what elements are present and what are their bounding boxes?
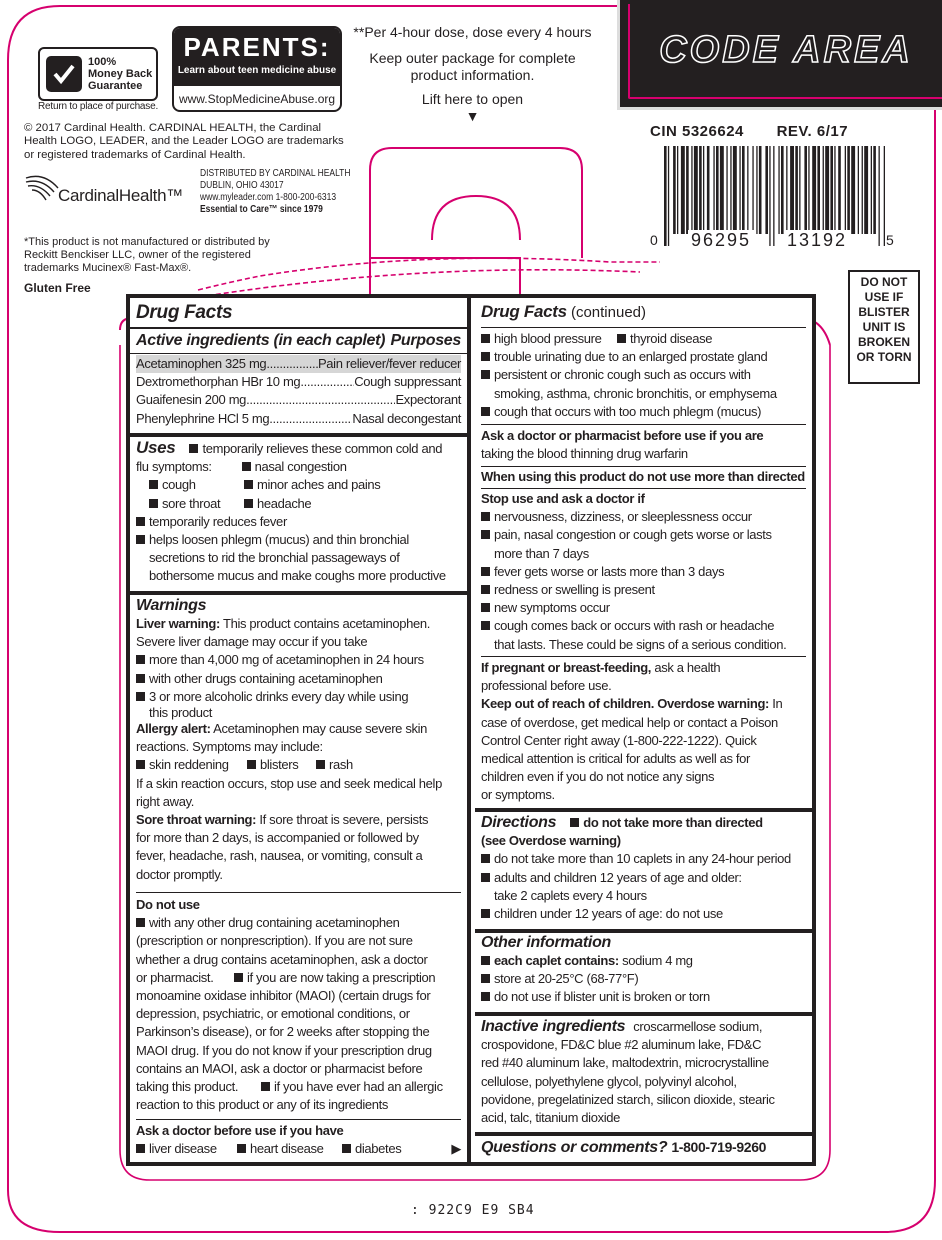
warning-item: high blood pressure: [494, 331, 602, 346]
directions-item: do not take more than 10 caplets in any 24-hour period: [494, 851, 791, 867]
cin-number: [650, 123, 848, 140]
warning-item: nervousness, dizziness, or sleeplessness occur: [494, 509, 752, 525]
barcode-bar: [713, 146, 714, 234]
warning-item: persistent or chronic cough such as occurs with: [494, 367, 751, 383]
barcode-bar: [752, 146, 753, 234]
warning-item: diabetes: [355, 1141, 402, 1157]
warning-text: Control Center right away (1-800-222-1222). Quick: [481, 732, 757, 748]
barcode-bar: [765, 146, 768, 234]
checkmark-icon: [46, 56, 82, 92]
warning-item: cough that occurs with too much phlegm (mucus): [494, 403, 762, 419]
warning-text: that lasts. These could be signs of a serious condition.: [494, 636, 787, 652]
active-ingredient-row: [136, 391, 461, 409]
barcode-bar: [879, 146, 880, 246]
warning-item: heart disease: [250, 1141, 324, 1157]
money-back-guarantee-badge: [38, 47, 158, 101]
inactive-text: povidone, pregelatinized starch, silicon dioxide, stearic: [481, 1091, 775, 1107]
inactive-ingredients-section: [481, 1018, 806, 1127]
uses-item: helps loosen phlegm (mucus) and thin bronchial: [149, 532, 409, 548]
barcode-bar: [742, 146, 745, 234]
questions-section: [481, 1138, 806, 1157]
directions-section: [481, 814, 806, 923]
barcode-bar: [664, 146, 667, 246]
ingredient-purpose: Pain reliever/fever reducer: [317, 356, 461, 371]
warning-item: with other drugs containing acetaminophen: [149, 670, 383, 686]
barcode-bar: [756, 146, 757, 234]
warning-text: Acetaminophen may cause severe skin: [210, 721, 428, 737]
warning-item: blisters: [260, 757, 299, 773]
warning-text: ask a health: [651, 660, 721, 675]
upc-group-1: 96295: [688, 230, 754, 251]
do-not-use-section: [136, 896, 461, 1114]
warning-text: smoking, asthma, chronic bronchitis, or emphysema: [494, 385, 777, 401]
uses-item: cough: [162, 477, 196, 493]
barcode-bar: [871, 146, 872, 234]
barcode-bar: [730, 146, 731, 234]
other-info-label: each caplet contains:: [494, 953, 619, 968]
drug-facts-right-column: [475, 298, 812, 1162]
warning-text: In: [769, 696, 783, 712]
barcode-bar: [720, 146, 724, 234]
other-information-header: Other information: [481, 934, 612, 951]
barcode-bar: [668, 146, 669, 246]
uses-text: bothersome mucus and make coughs more productive: [149, 568, 446, 584]
barcode-bar: [851, 146, 855, 234]
warning-text: fever, headache, rash, nausea, or vomiting, consult a: [136, 848, 423, 864]
warning-text: or symptoms.: [481, 787, 555, 803]
warning-item: trouble urinating due to an enlarged prostate gland: [494, 349, 768, 365]
gluten-free-label: Gluten Free: [24, 281, 91, 295]
directions-text: (see Overdose warning): [481, 833, 621, 849]
barcode-bar: [759, 146, 762, 234]
barcode-bar: [707, 146, 710, 234]
active-ingredient-row: [136, 355, 461, 373]
barcode-bar: [838, 146, 841, 234]
warning-item: if you have ever had an allergic: [274, 1079, 443, 1095]
warning-item: new symptoms occur: [494, 600, 610, 616]
ingredient-purpose: Nasal decongestant: [352, 410, 461, 426]
warning-text: case of overdose, get medical help or contact a Poison: [481, 714, 778, 730]
code-area-box: [617, 0, 942, 110]
inactive-text: cellulose, polyethylene glycol, polyvinyl alcohol,: [481, 1073, 737, 1089]
warning-text: reaction to this product or any of its ingredients: [136, 1097, 389, 1113]
warning-item: if you are now taking a prescription: [247, 969, 436, 985]
dnu-line: USE IF: [864, 290, 904, 304]
upc-right-digit: 5: [886, 232, 894, 248]
dnu-line: BLISTER: [858, 305, 910, 319]
lift-to-open-label: Lift here to open: [421, 91, 524, 107]
barcode-bar: [733, 146, 737, 234]
dnu-line: UNIT IS: [862, 320, 906, 334]
uses-header: Uses: [136, 438, 176, 457]
warning-text: monoamine oxidase inhibitor (MAOI) (certain drugs for: [136, 988, 431, 1004]
distributor-city: DUBLIN, OHIO 43017: [200, 180, 284, 191]
active-ingredient-row: [136, 410, 461, 428]
ingredient-purpose: Cough suppressant: [354, 374, 461, 390]
parents-url: www.StopMedicineAbuse.org: [178, 92, 336, 106]
ask-doctor-label: Ask a doctor before use if you have: [136, 1123, 344, 1138]
warnings-header: Warnings: [136, 597, 207, 614]
do-not-use-warning-box: [848, 270, 920, 384]
dnu-line: OR TORN: [856, 350, 912, 364]
warning-text: this product: [149, 705, 213, 721]
ask-doctor-section: [136, 1122, 461, 1158]
warning-item: thyroid disease: [630, 331, 713, 346]
warning-item: skin reddening: [149, 757, 229, 773]
sore-throat-label: Sore throat warning:: [136, 812, 257, 828]
warning-item: fever gets worse or lasts more than 3 days: [494, 563, 725, 579]
warning-text: children even if you do not notice any signs: [481, 769, 715, 785]
stop-use-section: [481, 490, 806, 654]
ingredient-name: Dextromethorphan HBr 10 mg: [136, 374, 301, 390]
other-information-section: [481, 934, 806, 1007]
warning-text: Severe liver damage may occur if you take: [136, 634, 368, 650]
guarantee-line-1: 100%: [88, 56, 117, 68]
distributor-contact: www.myleader.com 1-800-200-6313: [200, 192, 337, 203]
parents-title: PARENTS:: [183, 32, 331, 62]
pregnancy-label: If pregnant or breast-feeding,: [481, 660, 652, 675]
barcode-bar: [864, 146, 868, 234]
note-line: Reckitt Benckiser LLC, owner of the registered: [24, 249, 251, 261]
barcode-bar: [703, 146, 704, 234]
guarantee-line-3: Guarantee: [88, 80, 143, 92]
barcode-bar: [834, 146, 835, 234]
barcode-bar: [681, 146, 685, 234]
note-line: trademarks Mucinex® Fast-Max®.: [24, 262, 192, 274]
other-info-item: do not use if blister unit is broken or torn: [494, 989, 710, 1005]
barcode-bar: [747, 146, 748, 234]
warning-text: right away.: [136, 793, 195, 809]
inactive-text: acid, talc, titanium dioxide: [481, 1110, 621, 1126]
cin-label: CIN 5326624: [650, 123, 744, 140]
active-ingredient-row: [136, 373, 461, 391]
distributor-block: [200, 168, 351, 216]
questions-header: Questions or comments?: [481, 1139, 668, 1156]
warning-item: liver disease: [149, 1141, 217, 1157]
uses-item: sore throat: [162, 495, 221, 511]
barcode-bar: [739, 146, 740, 234]
barcode-bar: [823, 146, 824, 234]
drug-facts-title: Drug Facts: [136, 302, 233, 323]
barcode-bar: [808, 146, 809, 234]
warning-text: more than 7 days: [494, 545, 589, 561]
when-using-label: When using this product do not use more than directed: [481, 469, 805, 484]
barcode-bar: [769, 146, 770, 246]
warning-text: contains an MAOI, ask a doctor or pharmacist before: [136, 1060, 423, 1076]
upc-left-digit: 0: [650, 232, 658, 248]
barcode-bar: [858, 146, 859, 234]
warning-text: If sore throat is severe, persists: [256, 812, 429, 828]
ask-doctor-continued: [481, 330, 806, 421]
ingredient-name: Guaifenesin 200 mg: [136, 392, 247, 408]
dose-note: **Per 4-hour dose, dose every 4 hours: [353, 24, 592, 40]
uses-section: [136, 439, 461, 586]
warning-item: rash: [329, 757, 353, 773]
uses-text: secretions to rid the bronchial passageways of: [149, 550, 400, 566]
warning-text: reactions. Symptoms may include:: [136, 739, 323, 755]
ingredient-purpose: Expectorant: [395, 392, 461, 408]
warning-text: for more than 2 days, is accompanied or followed by: [136, 830, 419, 846]
questions-phone: 1-800-719-9260: [671, 1139, 767, 1155]
warning-text: MAOI drug. If you do not know if your prescription drug: [136, 1042, 432, 1058]
note-line: *This product is not manufactured or distributed by: [24, 236, 270, 248]
directions-text: take 2 caplets every 4 hours: [494, 887, 647, 903]
inactive-text: crospovidone, FD&C blue #2 aluminum lake, FD&C: [481, 1037, 762, 1053]
ask-pharmacist-label: Ask a doctor or pharmacist before use if you are: [481, 428, 764, 443]
keep-package-note-2: product information.: [410, 67, 535, 83]
uses-item: minor aches and pains: [257, 477, 381, 493]
drug-facts-panel: [126, 294, 816, 1166]
drug-facts-left-column: [130, 298, 471, 1162]
copyright-text: © 2017 Cardinal Health. CARDINAL HEALTH, the Cardinal Health LOGO, LEADER, and the Leader LOGO are trademarks or registered trademarks of Cardinal Health.: [24, 122, 344, 161]
continued-label: (continued): [566, 304, 647, 321]
down-arrow-icon: ▼: [465, 108, 480, 124]
lot-code: : 922C9 E9 SB4: [411, 1203, 535, 1218]
warning-item: pain, nasal congestion or cough gets worse or lasts: [494, 527, 772, 543]
warning-text: depression, psychiatric, or emotional conditions, or: [136, 1006, 410, 1022]
warning-item: cough comes back or occurs with rash or headache: [494, 618, 775, 634]
barcode-bar: [694, 146, 698, 234]
barcode-bar: [790, 146, 794, 234]
not-manufactured-note: [24, 236, 270, 275]
revision-label: REV. 6/17: [776, 123, 849, 140]
ingredient-name: Acetaminophen 325 mg: [136, 356, 267, 371]
liver-warning-label: Liver warning:: [136, 616, 220, 631]
barcode-bar: [699, 146, 702, 234]
warning-item: redness or swelling is present: [494, 582, 655, 598]
barcode-bar: [716, 146, 719, 234]
open-instructions: [350, 24, 595, 125]
warning-text: professional before use.: [481, 678, 612, 694]
warning-text: doctor promptly.: [136, 866, 223, 882]
upc-barcode: [650, 146, 894, 258]
barcode-bar: [812, 146, 816, 234]
uses-text: temporarily relieves these common cold and: [202, 441, 443, 456]
dnu-line: DO NOT: [860, 275, 908, 289]
barcode-bar: [884, 146, 885, 246]
barcode-bar: [862, 146, 863, 234]
barcode-bar: [873, 146, 876, 234]
keep-package-note: Keep outer package for complete: [369, 50, 576, 66]
stop-use-label: Stop use and ask a doctor if: [481, 491, 645, 506]
parents-badge: [172, 26, 342, 112]
uses-item: nasal congestion: [254, 459, 347, 475]
inactive-text: croscarmellose sodium,: [633, 1019, 763, 1034]
dnu-line: BROKEN: [857, 335, 910, 349]
warning-text: taking this product.: [136, 1079, 239, 1095]
barcode-bar: [799, 146, 800, 234]
warning-item: 3 or more alcoholic drinks every day while using: [149, 688, 409, 704]
barcode-bar: [817, 146, 820, 234]
distributor-line: DISTRIBUTED BY CARDINAL HEALTH: [200, 168, 351, 179]
distributor-tagline: Essential to Care™ since 1979: [200, 204, 323, 215]
directions-item: children under 12 years of age: do not use: [494, 906, 723, 922]
barcode-bar: [804, 146, 807, 234]
drug-facts-continued-title: Drug Facts: [481, 302, 567, 321]
barcode-bar: [786, 146, 787, 234]
brand-name: CardinalHealth™: [58, 186, 183, 205]
inactive-text: red #40 aluminum lake, maltodextrin, microcrystalline: [481, 1055, 769, 1071]
active-ingredients-header: [136, 332, 461, 350]
barcode-bar: [726, 146, 727, 234]
barcode-bar: [830, 146, 833, 234]
directions-header: Directions: [481, 814, 557, 831]
directions-item: do not take more than directed: [583, 815, 763, 830]
barcode-bar: [825, 146, 829, 234]
barcode-bar: [691, 146, 692, 234]
warning-text: This product contains acetaminophen.: [219, 616, 431, 631]
ingredient-name: Phenylephrine HCl 5 mg: [136, 410, 270, 426]
warning-text: taking the blood thinning drug warfarin: [481, 446, 688, 462]
inactive-ingredients-header: Inactive ingredients: [481, 1018, 626, 1035]
warning-item: more than 4,000 mg of acetaminophen in 24 hours: [149, 652, 424, 668]
continue-arrow-icon: ▶: [451, 1141, 461, 1157]
barcode-bar: [673, 146, 676, 234]
warning-text: or pharmacist.: [136, 969, 214, 985]
warning-text: If a skin reaction occurs, stop use and seek medical help: [136, 775, 442, 791]
return-text: Return to place of purchase.: [38, 101, 159, 112]
upc-group-2: 13192: [784, 230, 850, 251]
warning-text: Parkinson’s disease), or for 2 weeks after stopping the: [136, 1024, 430, 1040]
active-ingredients-title: Active ingredients (in each caplet): [136, 332, 386, 349]
other-info-text: sodium 4 mg: [618, 953, 693, 968]
allergy-alert-label: Allergy alert:: [136, 721, 211, 737]
uses-text: flu symptoms:: [136, 459, 212, 475]
directions-item: adults and children 12 years of age and older:: [494, 869, 742, 885]
barcode-bar: [686, 146, 689, 234]
uses-item: headache: [257, 495, 312, 511]
barcode-bar: [781, 146, 784, 234]
do-not-use-label: Do not use: [136, 897, 200, 912]
purposes-title: Purposes: [390, 332, 461, 349]
uses-item: temporarily reduces fever: [149, 513, 287, 529]
barcode-bar: [845, 146, 846, 234]
warnings-section: [136, 597, 461, 884]
barcode-bar: [677, 146, 678, 234]
other-info-item: store at 20-25°C (68-77°F): [494, 971, 639, 987]
barcode-bar: [795, 146, 798, 234]
warning-text: medical attention is critical for adults as well as for: [481, 751, 751, 767]
barcode-bar: [773, 146, 774, 246]
warning-text: (prescription or nonprescription). If you are not sure: [136, 933, 413, 949]
code-area-label: CODE AREA: [659, 29, 913, 71]
overdose-warning-label: Keep out of reach of children. Overdose warning:: [481, 696, 770, 712]
warning-text: whether a drug contains acetaminophen, ask a doctor: [136, 951, 428, 967]
guarantee-line-2: Money Back: [88, 68, 153, 80]
parents-subtitle: Learn about teen medicine abuse: [177, 65, 337, 76]
barcode-bar: [847, 146, 850, 234]
warning-item: with any other drug containing acetaminophen: [149, 915, 400, 931]
barcode-bar: [778, 146, 779, 234]
